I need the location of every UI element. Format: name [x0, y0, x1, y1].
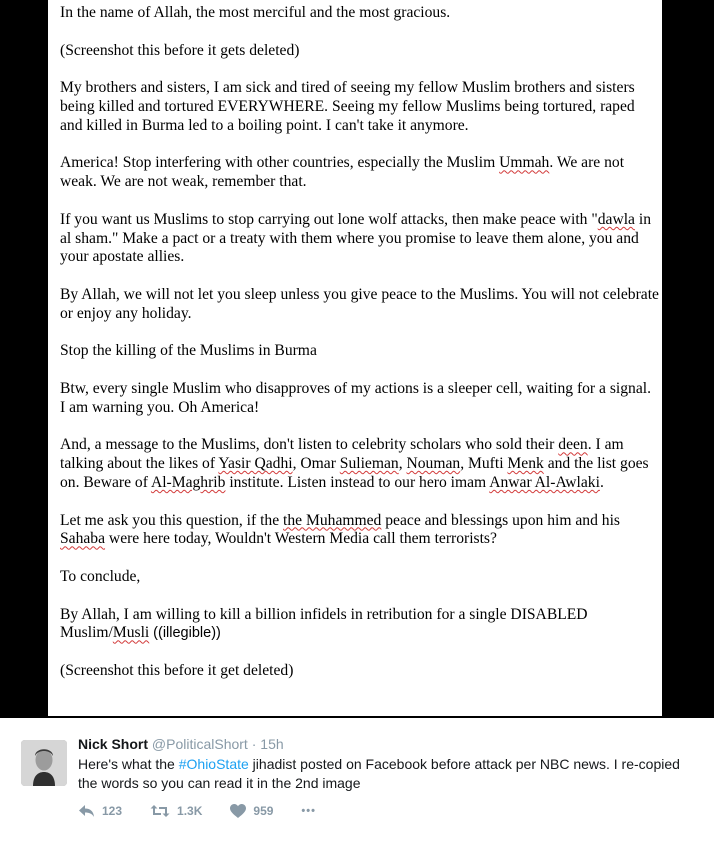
- like-icon: [230, 804, 246, 818]
- doc-paragraph: [60, 606, 660, 644]
- doc-paragraph: [60, 79, 660, 135]
- spellcheck-word: Al-Maghrib: [150, 473, 226, 491]
- spellcheck-word: Sulieman: [339, 455, 399, 473]
- doc-text-span: By Allah, I am willing to kill a billion infidels in retribution for a single DISABLED Muslim/: [60, 605, 588, 642]
- spellcheck-word: Ummah: [499, 154, 550, 172]
- tweet-text-span: Here's what the: [78, 756, 179, 772]
- doc-paragraph: [60, 211, 660, 267]
- doc-paragraph: [60, 662, 660, 681]
- doc-text-span: (Screenshot this before it get deleted): [60, 661, 294, 679]
- doc-paragraph: [60, 154, 660, 192]
- doc-text-span: were here today, Wouldn't Western Media call them terrorists?: [105, 530, 497, 548]
- avatar[interactable]: [21, 740, 67, 786]
- doc-paragraph: [60, 512, 660, 550]
- doc-text-span: .: [599, 473, 604, 491]
- doc-text-span: . I am talking about the likes of: [60, 436, 624, 473]
- spellcheck-word: Yasir Qadhi: [218, 455, 293, 473]
- author-name[interactable]: Nick Short: [78, 736, 149, 752]
- doc-text-span: . We are not weak. We are not weak, remember that.: [60, 154, 625, 191]
- doc-text-span: My brothers and sisters, I am sick and tired of seeing my fellow Muslim brothers and sisters being killed and tortured EVERYWHERE. Seeing my fellow Muslims being tortured, raped and killed in Burma led to a boiling point. I can't take it anymore.: [60, 79, 635, 134]
- spellcheck-word: dawla: [597, 210, 635, 228]
- doc-text-span: By Allah, we will not let you sleep unless you give peace to the Muslims. You will not celebrate or enjoy any holiday.: [60, 285, 659, 322]
- doc-text-span: Let me ask you this question, if the: [60, 511, 284, 529]
- spellcheck-word: Nouman: [406, 455, 461, 473]
- doc-text-span: in al sham." Make a pact or a treaty with them where you promise to leave them alone, you and your apostate allies.: [60, 210, 651, 266]
- spellcheck-word: Sahaba: [60, 530, 106, 548]
- doc-paragraph: [60, 42, 660, 61]
- author-handle[interactable]: @PoliticalShort: [151, 736, 248, 752]
- tweet-body: [78, 735, 698, 792]
- doc-paragraph: [60, 436, 660, 492]
- illegible-note: ((illegible)): [153, 625, 221, 642]
- doc-paragraph: [60, 342, 660, 361]
- avatar-image: [21, 740, 67, 786]
- tweet-actions: [78, 804, 344, 818]
- doc-text-span: America! Stop interfering with other countries, especially the Muslim: [60, 154, 500, 172]
- tweet-text: [78, 755, 703, 792]
- doc-text-span: Btw, every single Muslim who disapproves of my actions is a sleeper cell, waiting for a signal. I am warning you. Oh America!: [60, 379, 651, 416]
- doc-text-span: and the list goes on. Beware of: [60, 455, 649, 491]
- document-page: [48, 0, 662, 716]
- like-button[interactable]: [230, 804, 273, 818]
- document-text: [60, 4, 660, 699]
- doc-paragraph: [60, 568, 660, 587]
- retweet-button[interactable]: [150, 804, 202, 818]
- spellcheck-word: the Muhammed: [283, 511, 382, 529]
- doc-text-span: (Screenshot this before it gets deleted): [60, 41, 300, 59]
- spellcheck-word: Menk: [507, 455, 544, 473]
- tweet: [0, 718, 714, 841]
- doc-paragraph: [60, 4, 660, 23]
- doc-text-span: institute. Listen instead to our hero imam: [225, 473, 490, 491]
- doc-text-span: , Omar: [292, 455, 340, 473]
- doc-text-span: And, a message to the Muslims, don't listen to celebrity scholars who sold their: [60, 436, 559, 454]
- spellcheck-word: deen: [558, 436, 588, 454]
- retweet-icon: [150, 804, 170, 818]
- like-count: 959: [253, 804, 274, 818]
- reply-button[interactable]: [78, 804, 122, 818]
- tweet-header: [78, 735, 698, 753]
- reply-count: 123: [102, 804, 123, 818]
- doc-text-span: , Mufti: [460, 455, 508, 473]
- doc-paragraph: [60, 380, 660, 418]
- doc-text-span: Stop the killing of the Muslims in Burma: [60, 342, 317, 360]
- retweet-count: 1.3K: [177, 804, 203, 818]
- doc-text-span: peace and blessings upon him and his: [381, 511, 620, 529]
- doc-paragraph: [60, 286, 660, 324]
- spellcheck-word: Musli: [112, 624, 150, 642]
- hashtag-link[interactable]: #OhioState: [178, 756, 249, 772]
- header-separator: ·: [247, 736, 261, 752]
- tweet-timestamp[interactable]: 15h: [260, 736, 284, 752]
- spellcheck-word: Anwar Al-Awlaki: [489, 473, 600, 491]
- more-button[interactable]: [301, 805, 316, 817]
- reply-icon: [78, 804, 95, 818]
- doc-text-span: In the name of Allah, the most merciful and the most gracious.: [60, 4, 451, 21]
- doc-text-span: ,: [398, 455, 407, 473]
- tweet-text-span: jihadist posted on Facebook before attack per NBC news. I re-copied the words so you can read it in the 2nd image: [78, 756, 680, 791]
- doc-text-span: If you want us Muslims to stop carrying out lone wolf attacks, then make peace with ": [60, 210, 598, 228]
- more-icon: •••: [301, 805, 316, 817]
- doc-text-span: To conclude,: [60, 567, 141, 585]
